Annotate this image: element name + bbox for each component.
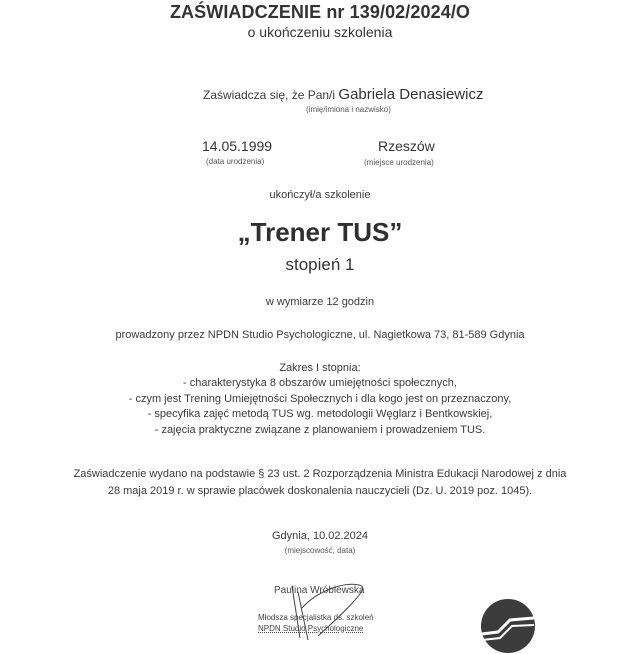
signer-role: Młodsza specjalistka ds. szkoleń xyxy=(258,613,374,622)
signer-organization: NPDN Studio Psychologiczne xyxy=(258,624,364,633)
handshake-circle-logo-icon xyxy=(480,598,536,654)
birth-date-caption: (data urodzenia) xyxy=(206,157,265,166)
issue-place-date: Gdynia, 10.02.2024 xyxy=(271,530,369,542)
scope-item: - charakterystyka 8 obszarów umiejętności społecznych, xyxy=(183,377,457,389)
certificate-subtitle: o ukończeniu szkolenia xyxy=(247,24,393,40)
birth-place-caption: (miejsce urodzenia) xyxy=(364,158,434,167)
course-duration: w wymiarze 12 godzin xyxy=(265,296,375,308)
course-degree: stopień 1 xyxy=(285,255,355,274)
scope-item: - czym jest Trening Umiejętności Społecznych i dla kogo jest on przeznaczony, xyxy=(128,392,512,405)
birth-date: 14.05.1999 xyxy=(202,138,273,154)
completed-text: ukończył/a szkolenie xyxy=(269,189,371,201)
attestation-line xyxy=(203,86,483,103)
participant-name: Gabriela Denasiewicz xyxy=(338,86,484,103)
legal-basis xyxy=(0,466,640,500)
legal-basis-line-2: 28 maja 2019 r. w sprawie placówek doskonalenia nauczycieli (Dz. U. 2019 poz. 1045). xyxy=(107,485,533,497)
course-provider: prowadzony przez NPDN Studio Psychologiczne, ul. Nagietkowa 73, 81-589 Gdynia xyxy=(115,329,525,341)
scope-item: - zajęcia praktyczne związane z planowaniem i prowadzeniem TUS. xyxy=(154,423,486,436)
issue-place-date-caption: (miejscowość, data) xyxy=(284,546,356,555)
signer-name: Paulina Wróblewska xyxy=(274,585,365,596)
course-name: „Trener TUS” xyxy=(237,217,403,247)
scope-title: Zakres I stopnia: xyxy=(279,362,361,374)
certificate-title: ZAŚWIADCZENIE nr 139/02/2024/O xyxy=(169,2,471,22)
scope-item: - specyfika zajęć metodą TUS wg. metodologii Węglarz i Bentkowskiej, xyxy=(147,408,493,420)
scope-list xyxy=(0,376,640,438)
name-caption: (imię/imiona i nazwisko) xyxy=(306,105,391,114)
legal-basis-line-1: Zaświadczenie wydano na podstawie § 23 ust. 2 Rozporządzenia Ministra Edukacji Narodowej z dnia xyxy=(73,468,567,480)
birth-place: Rzeszów xyxy=(378,138,435,154)
attestation-prefix: Zaświadcza się, że Pan/i xyxy=(203,88,339,102)
signature-icon xyxy=(278,578,388,640)
